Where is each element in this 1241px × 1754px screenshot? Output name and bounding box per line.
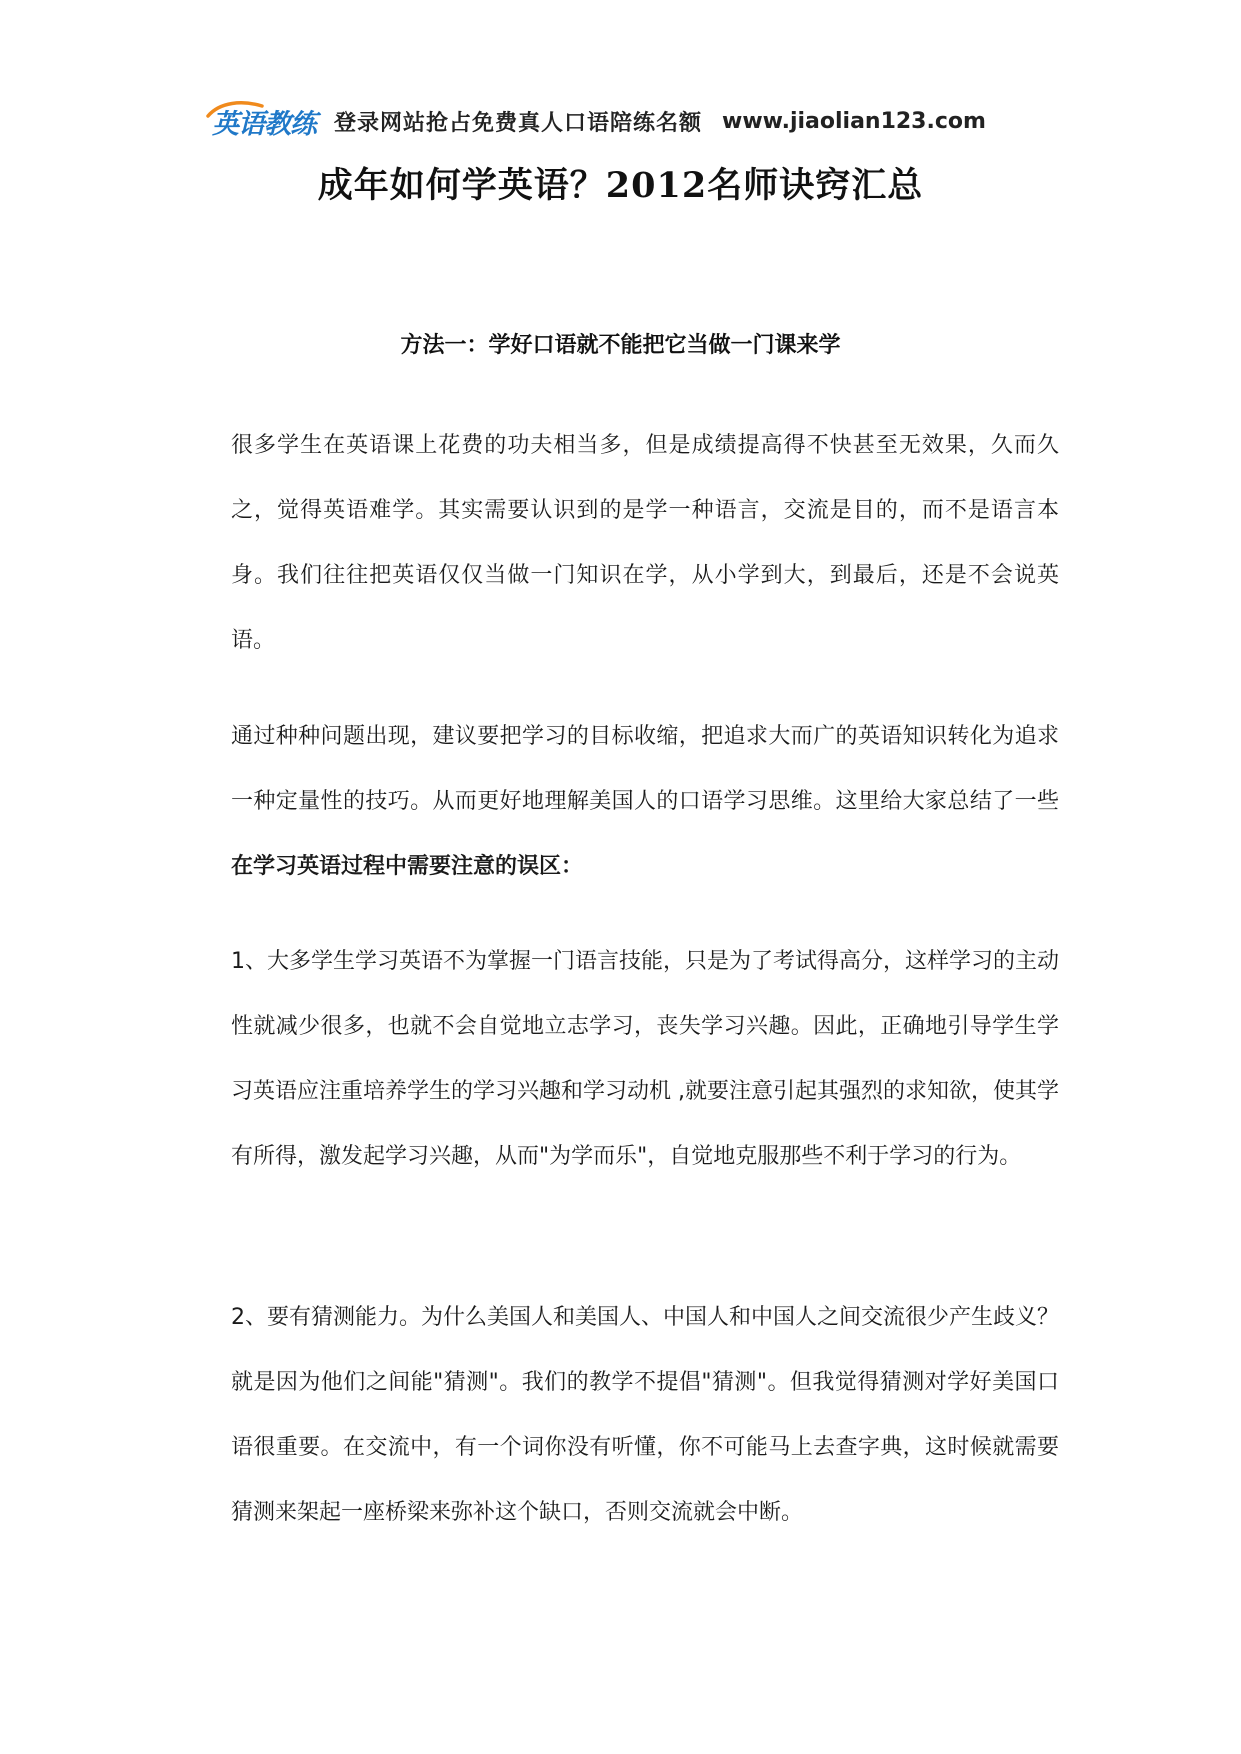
paragraph-text: 2、要有猜测能力。为什么美国人和美国人、中国人和中国人之间交流很少产生歧义？就是因为他们之间能"猜测"。我们的教学不提倡"猜测"。但我觉得猜测对学好美国口语很重要。在交流中，有一个词你没有听懂，你不可能马上去查字典，这时候就需要猜测来架起一座桥梁来弥补这个缺口，否则交流就会中断。	[231, 1305, 1059, 1525]
paragraph	[187, 1285, 1059, 1545]
paragraph-text-plain: 通过种种问题出现，建议要把学习的目标收缩，把追求大而广的英语知识转化为追求一种定量性的技巧。从而更好地理解美国人的口语学习思维。这里给大家总结了一些	[231, 724, 1059, 814]
paragraph-text	[187, 704, 1059, 899]
brand-logo[interactable]	[212, 96, 316, 146]
logo-swoosh-icon	[206, 100, 264, 120]
document-title: 成年如何学英语？2012名师诀窍汇总	[317, 165, 924, 206]
paragraph	[187, 704, 1059, 899]
paragraph-text-bold: 在学习英语过程中需要注意的误区：	[231, 854, 584, 879]
header-slogan: 登录网站抢占免费真人口语陪练名额	[334, 110, 703, 136]
paragraph-text: 1、大多学生学习英语不为掌握一门语言技能，只是为了考试得高分，这样学习的主动性就减少很多，也就不会自觉地立志学习，丧失学习兴趣。因此，正确地引导学生学习英语应注重培养学生的学习兴趣和学习动机 ,就要注意引起其强烈的求知欲，使其学有所得，激发起学习兴趣，从而"为学而乐"，自觉地克服那些不利于学习的行为。	[231, 949, 1059, 1169]
logo-text: 英语教练	[212, 108, 316, 140]
header-banner	[212, 96, 1032, 146]
paragraph	[187, 929, 1059, 1189]
section-heading: 方法一：学好口语就不能把它当做一门课来学	[400, 333, 841, 358]
paragraph-text: 很多学生在英语课上花费的功夫相当多，但是成绩提高得不快甚至无效果，久而久之，觉得英语难学。其实需要认识到的是学一种语言，交流是目的，而不是语言本身。我们往往把英语仅仅当做一门知识在学，从小学到大，到最后，还是不会说英语。	[231, 433, 1059, 653]
paragraph	[187, 413, 1059, 673]
header-url-link[interactable]: www.jiaolian123.com	[722, 108, 986, 134]
